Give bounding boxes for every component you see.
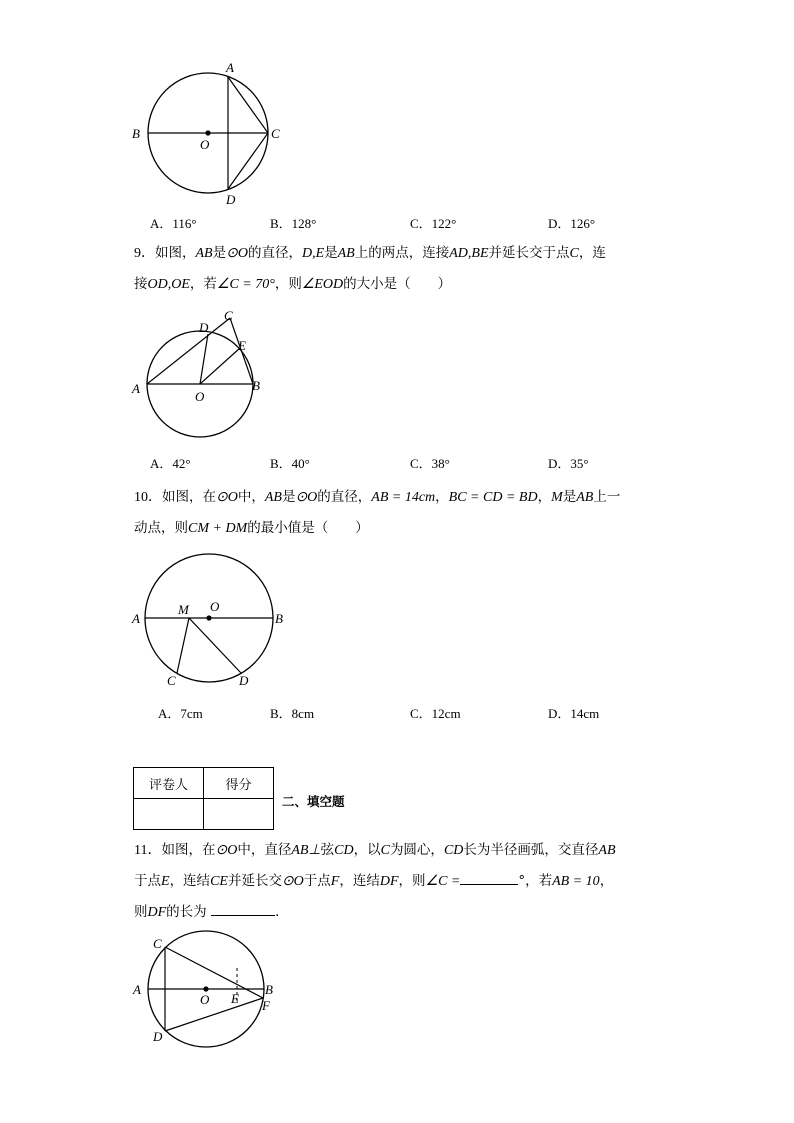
score-table-reviewer-header: 评卷人 — [134, 768, 204, 799]
q9-line-1: 9．如图，AB是⊙O的直径，D,E是AB上的两点，连接AD,BE并延长交于点C，连 — [134, 245, 606, 261]
q11-label-e: E — [231, 991, 239, 1006]
q11-answer-blank-length[interactable] — [211, 901, 275, 916]
q11-label-o: O — [200, 992, 210, 1007]
q10-label-d: D — [239, 673, 249, 688]
q10-option-c[interactable]: C．12cm — [410, 706, 461, 721]
q9-label-o: O — [195, 389, 205, 404]
q9-option-d[interactable]: D．35° — [548, 456, 589, 471]
q8-options — [0, 213, 794, 233]
q10-option-d[interactable]: D．14cm — [548, 706, 600, 721]
q10-label-o: O — [210, 599, 220, 614]
q9-label-e: E — [238, 338, 246, 353]
q8-figure — [120, 55, 300, 210]
q8-chord-dc — [228, 133, 268, 189]
q11-line-cf — [165, 947, 263, 998]
q9-label-b: B — [252, 378, 260, 393]
q11-label-c: C — [153, 936, 162, 951]
q9-label-d: D — [199, 320, 209, 335]
q11-label-d: D — [153, 1029, 163, 1044]
q10-option-a[interactable]: A．7cm — [158, 706, 203, 721]
q11-answer-blank-angle[interactable] — [460, 870, 518, 885]
q10-line-2: 动点，则CM + DM的最小值是（ ） — [134, 520, 369, 536]
q8-option-c[interactable]: C．122° — [410, 216, 457, 231]
q9-label-c: C — [224, 308, 233, 323]
q11-figure — [128, 928, 288, 1053]
q8-option-a[interactable]: A．116° — [150, 216, 197, 231]
q8-option-b[interactable]: B．128° — [270, 216, 317, 231]
q10-center-dot — [206, 615, 211, 620]
q10-label-b: B — [275, 611, 283, 626]
q11-label-a: A — [133, 982, 141, 997]
q10-options — [0, 703, 794, 723]
q8-label-c: C — [271, 126, 280, 141]
q9-option-b[interactable]: B．40° — [270, 456, 310, 471]
q9-line-2: 接OD,OE，若∠C = 70°，则∠EOD的大小是（ ） — [134, 276, 452, 292]
q11-label-b: B — [265, 982, 273, 997]
section-title: 二、填空题 — [282, 794, 345, 809]
q10-line-mc — [177, 618, 189, 673]
q11-text — [134, 835, 674, 928]
q11-line-1: 11．如图，在⊙O中，直径AB⊥弦CD，以C为圆心，CD长为半径画弧，交直径AB — [134, 842, 616, 858]
q8-chord-ac — [228, 77, 268, 133]
q10-label-m: M — [178, 602, 189, 617]
q10-label-a: A — [132, 611, 140, 626]
q9-line-ac — [147, 318, 230, 384]
q9-label-a: A — [132, 381, 140, 396]
q8-center-dot — [205, 130, 210, 135]
q8-label-b: B — [132, 126, 140, 141]
q9-option-c[interactable]: C．38° — [410, 456, 450, 471]
q8-label-o: O — [200, 137, 210, 152]
q9-option-a[interactable]: A．42° — [150, 456, 191, 471]
q8-option-d[interactable]: D．126° — [548, 216, 596, 231]
q9-options — [0, 453, 794, 473]
q9-text — [134, 238, 664, 300]
score-table — [133, 767, 274, 830]
q11-line-df — [165, 998, 263, 1031]
score-table-score-cell[interactable] — [204, 799, 274, 830]
q11-line-3: 则DF的长为 . — [134, 897, 674, 928]
q9-figure — [128, 300, 278, 445]
q11-label-f: F — [262, 998, 270, 1013]
q10-figure — [128, 545, 298, 695]
score-table-score-header: 得分 — [204, 768, 274, 799]
q8-label-a: A — [226, 60, 234, 75]
q10-line-1: 10．如图，在⊙O中，AB是⊙O的直径，AB = 14cm，BC = CD = BD，M是AB上一 — [134, 489, 621, 505]
q9-line-oe — [200, 348, 240, 384]
q10-text — [134, 482, 664, 544]
q10-label-c: C — [167, 673, 176, 688]
q8-label-d: D — [226, 192, 236, 207]
q11-center-dot — [203, 986, 208, 991]
q11-line-2: 于点E，连结CE并延长交⊙O于点F，连结DF，则∠C = °，若AB = 10， — [134, 866, 674, 897]
q10-option-b[interactable]: B．8cm — [270, 706, 315, 721]
q10-line-md — [189, 618, 241, 673]
score-table-reviewer-cell[interactable] — [134, 799, 204, 830]
